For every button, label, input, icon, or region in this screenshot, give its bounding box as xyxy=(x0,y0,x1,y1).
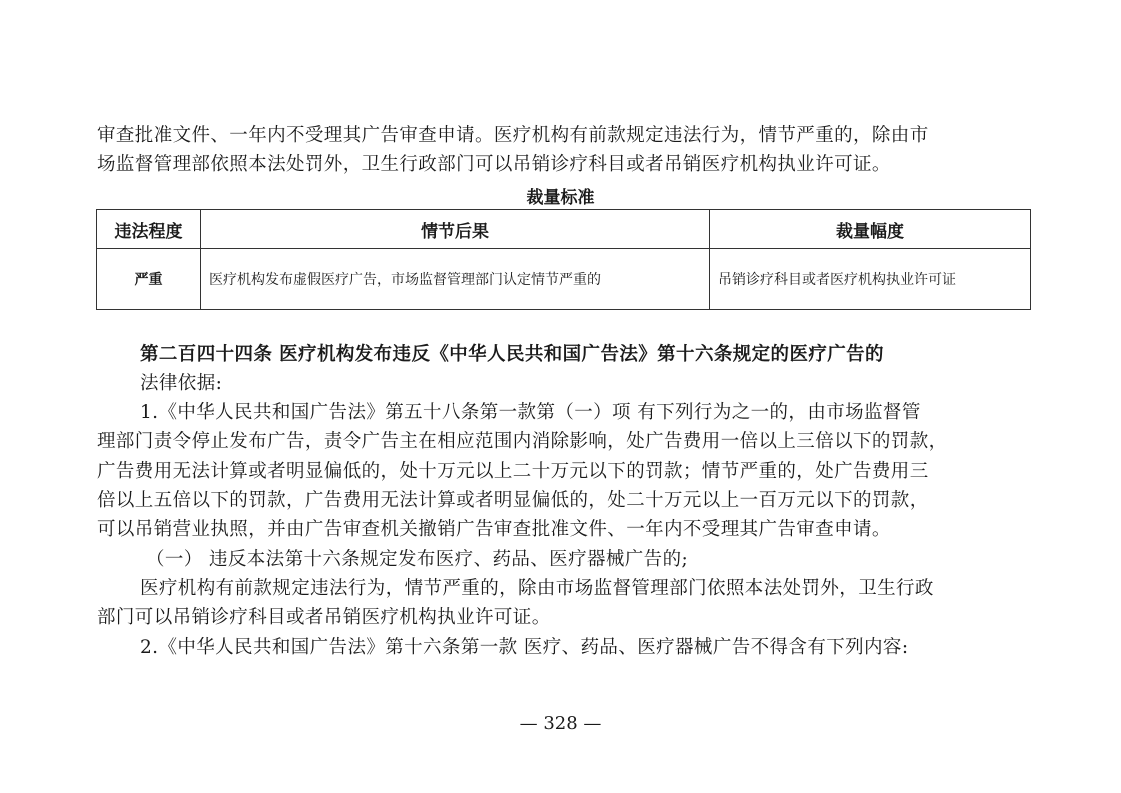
body-line: 倍以上五倍以下的罚款，广告费用无法计算或者明显偏低的，处二十万元以上一百万元以下的罚款， xyxy=(97,490,929,511)
body-line: 部门可以吊销诊疗科目或者吊销医疗机构执业许可证。 xyxy=(97,607,551,628)
page-number: — 328 — xyxy=(519,713,602,734)
discretion-standard-table xyxy=(96,209,1031,310)
column-header-severity: 违法程度 xyxy=(97,210,201,249)
column-header-circumstances: 情节后果 xyxy=(201,210,710,249)
body-line: 医疗机构有前款规定违法行为，情节严重的，除由市场监督管理部门依照本法处罚外，卫生行政 xyxy=(140,578,934,599)
body-line: 2.《中华人民共和国广告法》第十六条第一款 医疗、药品、医疗器械广告不得含有下列内容: xyxy=(140,637,909,658)
table-caption: 裁量标准 xyxy=(526,188,595,208)
body-line: 广告费用无法计算或者明显偏低的，处十万元以上二十万元以下的罚款；情节严重的，处广告费用三 xyxy=(97,461,929,482)
intro-line: 场监督管理部依照本法处罚外，卫生行政部门可以吊销诊疗科目或者吊销医疗机构执业许可证。 xyxy=(97,154,891,175)
table-header-row xyxy=(97,210,1031,249)
cell-penalty-range: 吊销诊疗科目或者医疗机构执业许可证 xyxy=(710,249,1031,310)
table-row xyxy=(97,249,1031,310)
body-line: （一） 违反本法第十六条规定发布医疗、药品、医疗器械广告的; xyxy=(146,549,689,570)
cell-circumstances: 医疗机构发布虚假医疗广告，市场监督管理部门认定情节严重的 xyxy=(201,249,710,310)
body-line: 1.《中华人民共和国广告法》第五十八条第一款第（一）项 有下列行为之一的，由市场监督管 xyxy=(140,402,921,423)
basis-label: 法律依据: xyxy=(140,373,223,394)
column-header-penalty-range: 裁量幅度 xyxy=(710,210,1031,249)
body-line: 理部门责令停止发布广告，责令广告主在相应范围内消除影响，处广告费用一倍以上三倍以下的罚款， xyxy=(97,431,948,452)
cell-severity: 严重 xyxy=(97,249,201,310)
body-line: 可以吊销营业执照，并由广告审查机关撤销广告审查批准文件、一年内不受理其广告审查申请。 xyxy=(97,519,891,540)
article-heading: 第二百四十四条 医疗机构发布违反《中华人民共和国广告法》第十六条规定的医疗广告的 xyxy=(140,344,884,365)
intro-line: 审查批准文件、一年内不受理其广告审查申请。医疗机构有前款规定违法行为，情节严重的，除由市 xyxy=(97,125,929,146)
